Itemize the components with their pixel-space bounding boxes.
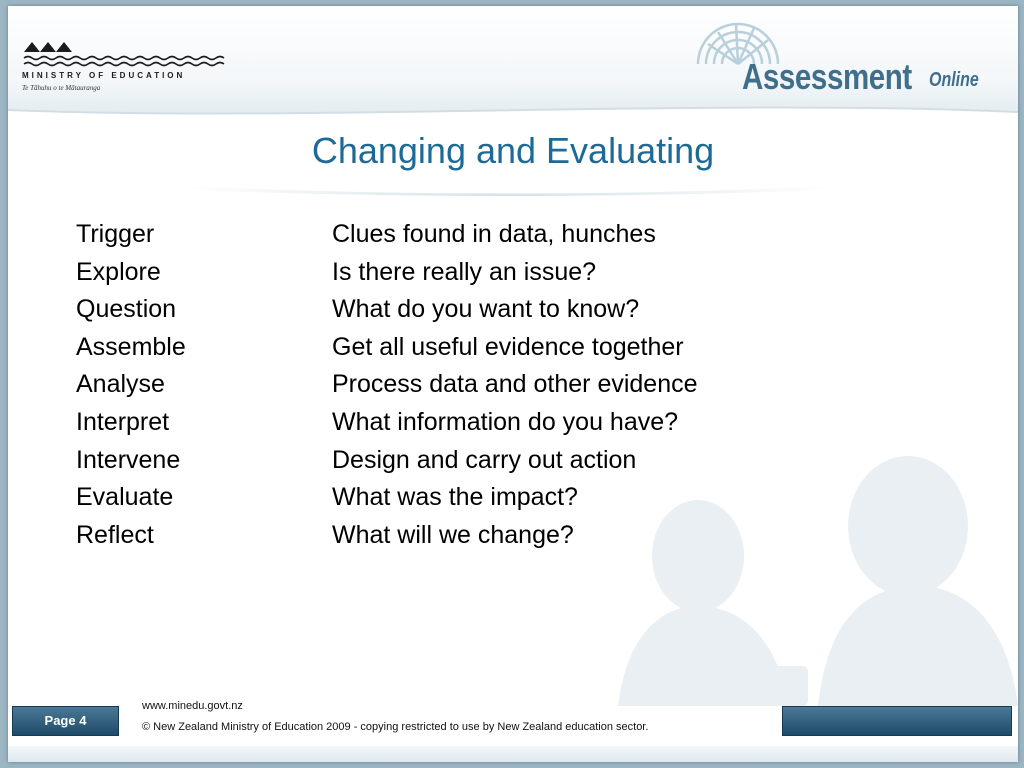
- term-description: What will we change?: [332, 520, 574, 549]
- mountain-peaks-icon: [22, 40, 234, 70]
- footer-decorative-bar: [782, 706, 1012, 736]
- term-description: Design and carry out action: [332, 445, 637, 474]
- term-label: Evaluate: [76, 483, 174, 512]
- list-item: [76, 370, 776, 408]
- term-label: Interpret: [76, 407, 170, 436]
- term-label: Reflect: [76, 520, 154, 549]
- term-description: What do you want to know?: [332, 295, 640, 324]
- term-list: [76, 220, 776, 558]
- term-label: Question: [76, 295, 177, 324]
- brand-assessment: Assessment: [742, 56, 912, 97]
- page-number-button[interactable]: Page 4: [12, 706, 119, 736]
- slide: [8, 6, 1018, 762]
- term-description: Get all useful evidence together: [332, 332, 684, 361]
- term-description: What was the impact?: [332, 483, 578, 512]
- ministry-maori-name: Te Tāhuhu o te Mātauranga: [22, 84, 101, 92]
- term-label: Trigger: [76, 220, 155, 248]
- term-label: Analyse: [76, 370, 165, 399]
- footer-band: [8, 746, 1018, 762]
- term-description: Process data and other evidence: [332, 370, 698, 399]
- title-underline-decoration: [188, 182, 828, 198]
- assessment-online-logo: [688, 14, 1008, 114]
- list-item: [76, 446, 776, 484]
- ministry-logo: [22, 40, 242, 102]
- list-item: [76, 408, 776, 446]
- term-description: Clues found in data, hunches: [332, 220, 656, 248]
- footer-copyright: © New Zealand Ministry of Education 2009 - copying restricted to use by New Zealand education sector.: [142, 721, 649, 733]
- term-label: Explore: [76, 257, 161, 286]
- term-label: Assemble: [76, 332, 186, 361]
- list-item: [76, 521, 776, 559]
- list-item: [76, 220, 776, 258]
- list-item: [76, 483, 776, 521]
- brand-online: Online: [929, 69, 979, 91]
- footer-url-link[interactable]: www.minedu.govt.nz: [142, 700, 243, 712]
- ministry-name: MINISTRY OF EDUCATION: [22, 71, 186, 80]
- slide-title: Changing and Evaluating: [311, 130, 715, 171]
- list-item: [76, 333, 776, 371]
- list-item: [76, 258, 776, 296]
- term-description: Is there really an issue?: [332, 257, 597, 286]
- term-label: Intervene: [76, 445, 181, 474]
- list-item: [76, 295, 776, 333]
- term-description: What information do you have?: [332, 407, 679, 436]
